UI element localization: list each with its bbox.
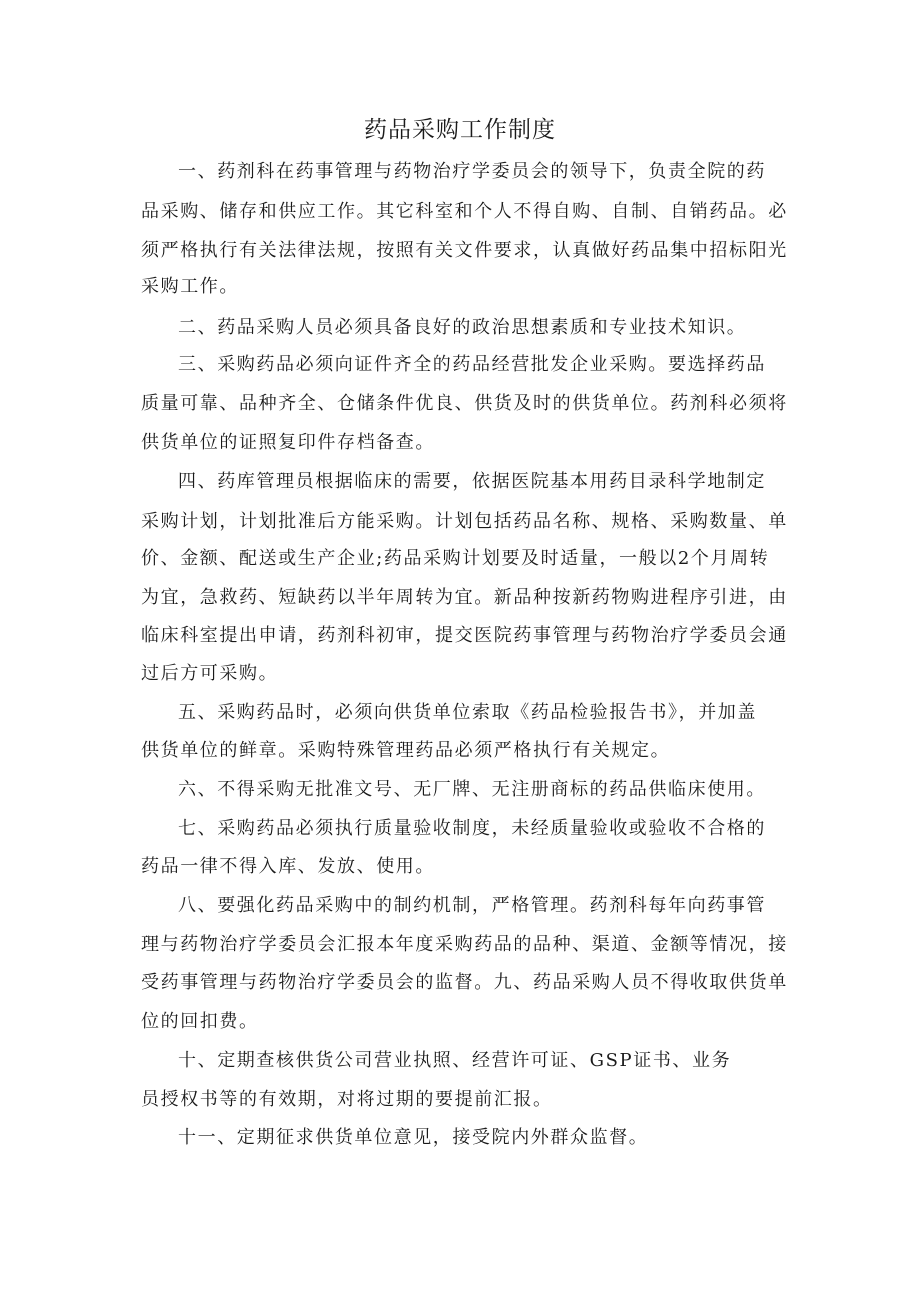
text-line: 供货单位的证照复印件存档备查。 <box>141 432 435 453</box>
document-title: 药品采购工作制度 <box>364 117 556 143</box>
text-line: 三、采购药品必须向证件齐全的药品经营批发企业采购。要选择药品 <box>178 354 766 375</box>
text-line: 四、药库管理员根据临床的需要，依据医院基本用药目录科学地制定 <box>178 471 766 492</box>
text-line: 过后方可采购。 <box>141 663 279 684</box>
text-line: 理与药物治疗学委员会汇报本年度采购药品的品种、渠道、金额等情况，接 <box>141 934 788 955</box>
text-line: 十、定期查核供货公司营业执照、经营许可证、GSP证书、业务 <box>178 1050 732 1071</box>
text-line: 七、采购药品必须执行质量验收制度，未经质量验收或验收不合格的 <box>178 818 766 839</box>
text-line: 为宜，急救药、短缺药以半年周转为宜。新品种按新药物购进程序引进，由 <box>141 587 788 608</box>
text-line: 八、要强化药品采购中的制约机制，严格管理。药剂科每年向药事管 <box>178 895 766 916</box>
text-line: 须严格执行有关法律法规，按照有关文件要求，认真做好药品集中招标阳光 <box>141 240 788 261</box>
text-line: 采购计划，计划批准后方能采购。计划包括药品名称、规格、采购数量、单 <box>141 511 788 532</box>
text-line: 十一、定期征求供货单位意见，接受院内外群众监督。 <box>178 1127 649 1148</box>
text-line: 质量可靠、品种齐全、仓储条件优良、供货及时的供货单位。药剂科必须将 <box>141 393 788 414</box>
text-line: 一、药剂科在药事管理与药物治疗学委员会的领导下，负责全院的药 <box>178 161 766 182</box>
text-line: 供货单位的鲜章。采购特殊管理药品必须严格执行有关规定。 <box>141 740 671 761</box>
text-line: 二、药品采购人员必须具备良好的政治思想素质和专业技术知识。 <box>178 317 747 338</box>
text-line: 员授权书等的有效期，对将过期的要提前汇报。 <box>141 1089 553 1110</box>
text-line: 位的回扣费。 <box>141 1011 259 1032</box>
text-line: 药品一律不得入库、发放、使用。 <box>141 856 435 877</box>
text-line: 临床科室提出申请，药剂科初审，提交医院药事管理与药物治疗学委员会通 <box>141 625 788 646</box>
text-line: 采购工作。 <box>141 276 239 297</box>
text-line: 五、采购药品时，必须向供货单位索取《药品检验报告书》，并加盖 <box>178 702 757 723</box>
text-line: 六、不得采购无批准文号、无厂牌、无注册商标的药品供临床使用。 <box>178 779 766 800</box>
text-line: 品采购、储存和供应工作。其它科室和个人不得自购、自制、自销药品。必 <box>141 201 788 222</box>
text-line: 受药事管理与药物治疗学委员会的监督。九、药品采购人员不得收取供货单 <box>141 972 788 993</box>
text-line: 价、金额、配送或生产企业;药品采购计划要及时适量，一般以2个月周转 <box>141 548 770 569</box>
